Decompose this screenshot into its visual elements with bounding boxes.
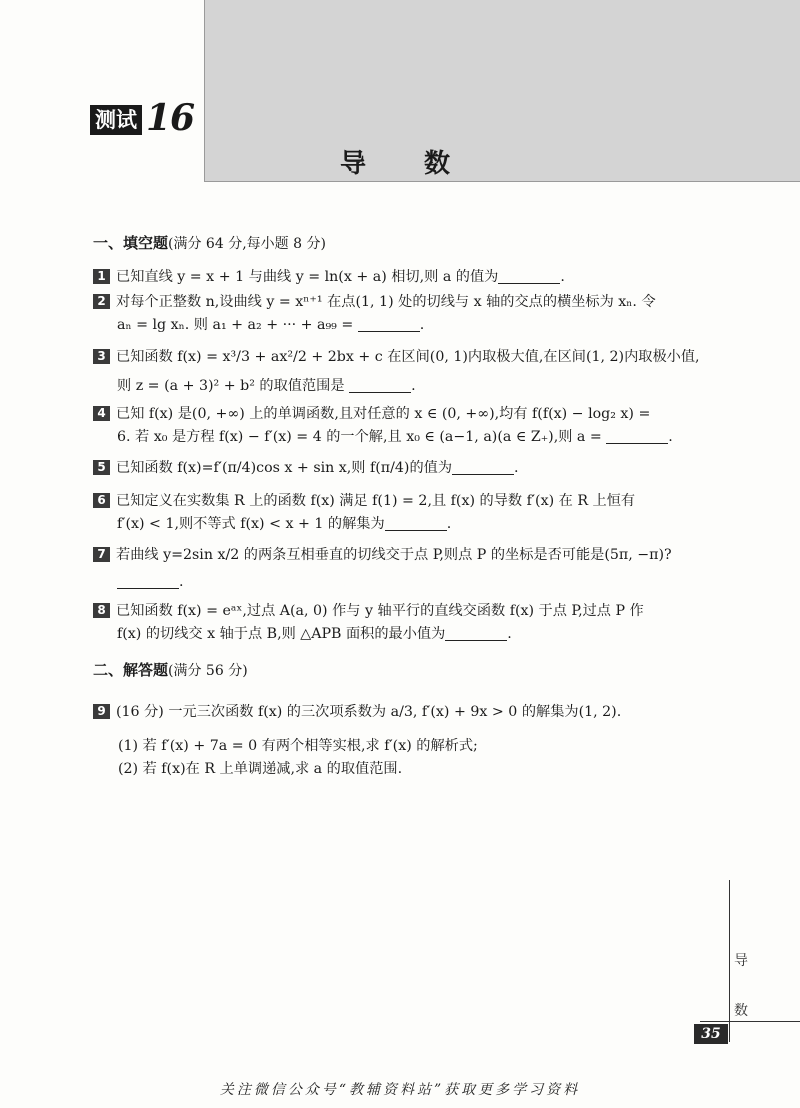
section-title-answer [93,659,248,680]
question-text: 已知函数 f(x)=f′(π/4)cos x + sin x,则 f(π/4)的值为 [116,460,453,476]
question-text-line2: aₙ = lg xₙ. 则 a₁ + a₂ + ··· + a₉₉ = [117,317,354,333]
question-number: 8 [93,603,110,618]
question-text: 已知函数 f(x) = x³/3 + ax²/2 + 2bx + c 在区间(0, 1)内取极大值,在区间(1, 2)内取极小值, [116,349,700,365]
test-label-box: 测试 [90,105,142,135]
question-4: 4 已知 f(x) 是(0, +∞) 上的单调函数,且对任意的 x ∈ (0, +∞),均有 f(f(x) − log₂ x) = 6. 若 x₀ 是方程 f(x) − f′(x) = 4 的一个解,且 x₀ ∈ (a−1, a)(a ∈ Z₊),则 a = . [93,403,713,449]
question-text: 对每个正整数 n,设曲线 y = xⁿ⁺¹ 在点(1, 1) 处的切线与 x 轴的交点的横坐标为 xₙ. 令 [116,294,656,310]
question-9-part-1: (1) 若 f′(x) + 7a = 0 有两个相等实根,求 f′(x) 的解析式; [118,738,478,754]
question-2: 2 对每个正整数 n,设曲线 y = xⁿ⁺¹ 在点(1, 1) 处的切线与 x 轴的交点的横坐标为 xₙ. 令 aₙ = lg xₙ. 则 a₁ + a₂ + ··· + a₉₉ = . [93,291,713,337]
question-text-line2: 6. 若 x₀ 是方程 f(x) − f′(x) = 4 的一个解,且 x₀ ∈ (a−1, a)(a ∈ Z₊),则 a = [117,429,602,445]
section-title-text: 一、填空题 [93,234,169,252]
question-text-line2: f(x) 的切线交 x 轴于点 B,则 △APB 面积的最小值为 [117,626,446,642]
question-text: 已知定义在实数集 R 上的函数 f(x) 满足 f(1) = 2,且 f(x) 的导数 f′(x) 在 R 上恒有 [116,493,636,509]
question-9-part-2: (2) 若 f(x)在 R 上单调递减,求 a 的取值范围. [118,761,403,777]
test-number: 16 [146,97,195,139]
section-title-text: 二、解答题 [93,661,169,679]
question-text: 已知 f(x) 是(0, +∞) 上的单调函数,且对任意的 x ∈ (0, +∞),均有 f(f(x) − log₂ x) = [116,406,651,422]
question-number: 7 [93,547,110,562]
question-1: 1 已知直线 y = x + 1 与曲线 y = ln(x + a) 相切,则 a 的值为 . [93,266,713,289]
question-number: 3 [93,349,110,364]
margin-rule-horizontal [700,1021,800,1022]
answer-blank [498,269,560,284]
margin-chapter-char-1: 导 [734,953,748,969]
answer-blank [445,626,507,641]
section-note: (满分 56 分) [168,663,248,679]
test-label [90,97,195,139]
question-8: 8 已知函数 f(x) = eᵃˣ,过点 A(a, 0) 作与 y 轴平行的直线交函数 f(x) 于点 P,过点 P 作 f(x) 的切线交 x 轴于点 B,则 △APB 面积的最小值为 . [93,600,713,646]
question-9 [93,701,713,724]
margin-chapter-char-2: 数 [734,1003,748,1019]
question-5: 5 已知函数 f(x)=f′(π/4)cos x + sin x,则 f(π/4)的值为 . [93,457,713,480]
question-text: 若曲线 y=2sin x/2 的两条互相垂直的切线交于点 P,则点 P 的坐标是否可能是(5π, −π)? [116,547,672,563]
question-number: 6 [93,493,110,508]
margin-rule-vertical [729,880,730,1042]
question-text-line2: f′(x) < 1,则不等式 f(x) < x + 1 的解集为 [117,516,385,532]
page-number: 35 [694,1024,728,1044]
question-text-line2: 则 z = (a + 3)² + b² 的取值范围是 [117,378,345,394]
question-7: 7 若曲线 y=2sin x/2 的两条互相垂直的切线交于点 P,则点 P 的坐标是否可能是(5π, −π)? . [93,544,713,594]
footer-note: 关注微信公众号“教辅资料站”获取更多学习资料 [219,1082,581,1098]
answer-blank [452,460,514,475]
answer-blank [385,516,447,531]
question-number: 2 [93,294,110,309]
question-text: 已知直线 y = x + 1 与曲线 y = ln(x + a) 相切,则 a 的值为 [116,269,499,285]
answer-blank [358,317,420,332]
question-text: 已知函数 f(x) = eᵃˣ,过点 A(a, 0) 作与 y 轴平行的直线交函数 f(x) 于点 P,过点 P 作 [116,603,644,619]
section-title-fill-in [93,232,326,253]
question-6: 6 已知定义在实数集 R 上的函数 f(x) 满足 f(1) = 2,且 f(x) 的导数 f′(x) 在 R 上恒有 f′(x) < 1,则不等式 f(x) < x + 1 的解集为 . [93,490,713,536]
answer-blank [606,429,668,444]
question-number: 5 [93,460,110,475]
question-number: 4 [93,406,110,421]
answer-blank [349,378,411,393]
question-number: 9 [93,704,110,719]
section-note: (满分 64 分,每小题 8 分) [168,236,326,252]
question-number: 1 [93,269,110,284]
question-text: (16 分) 一元三次函数 f(x) 的三次项系数为 a/3, f′(x) + 9x > 0 的解集为(1, 2). [116,704,622,720]
question-3: 3 已知函数 f(x) = x³/3 + ax²/2 + 2bx + c 在区间(0, 1)内取极大值,在区间(1, 2)内取极小值, 则 z = (a + 3)² + b² 的取值范围是 . [93,346,713,398]
chapter-title: 导数 [340,149,509,179]
answer-blank [117,574,179,589]
